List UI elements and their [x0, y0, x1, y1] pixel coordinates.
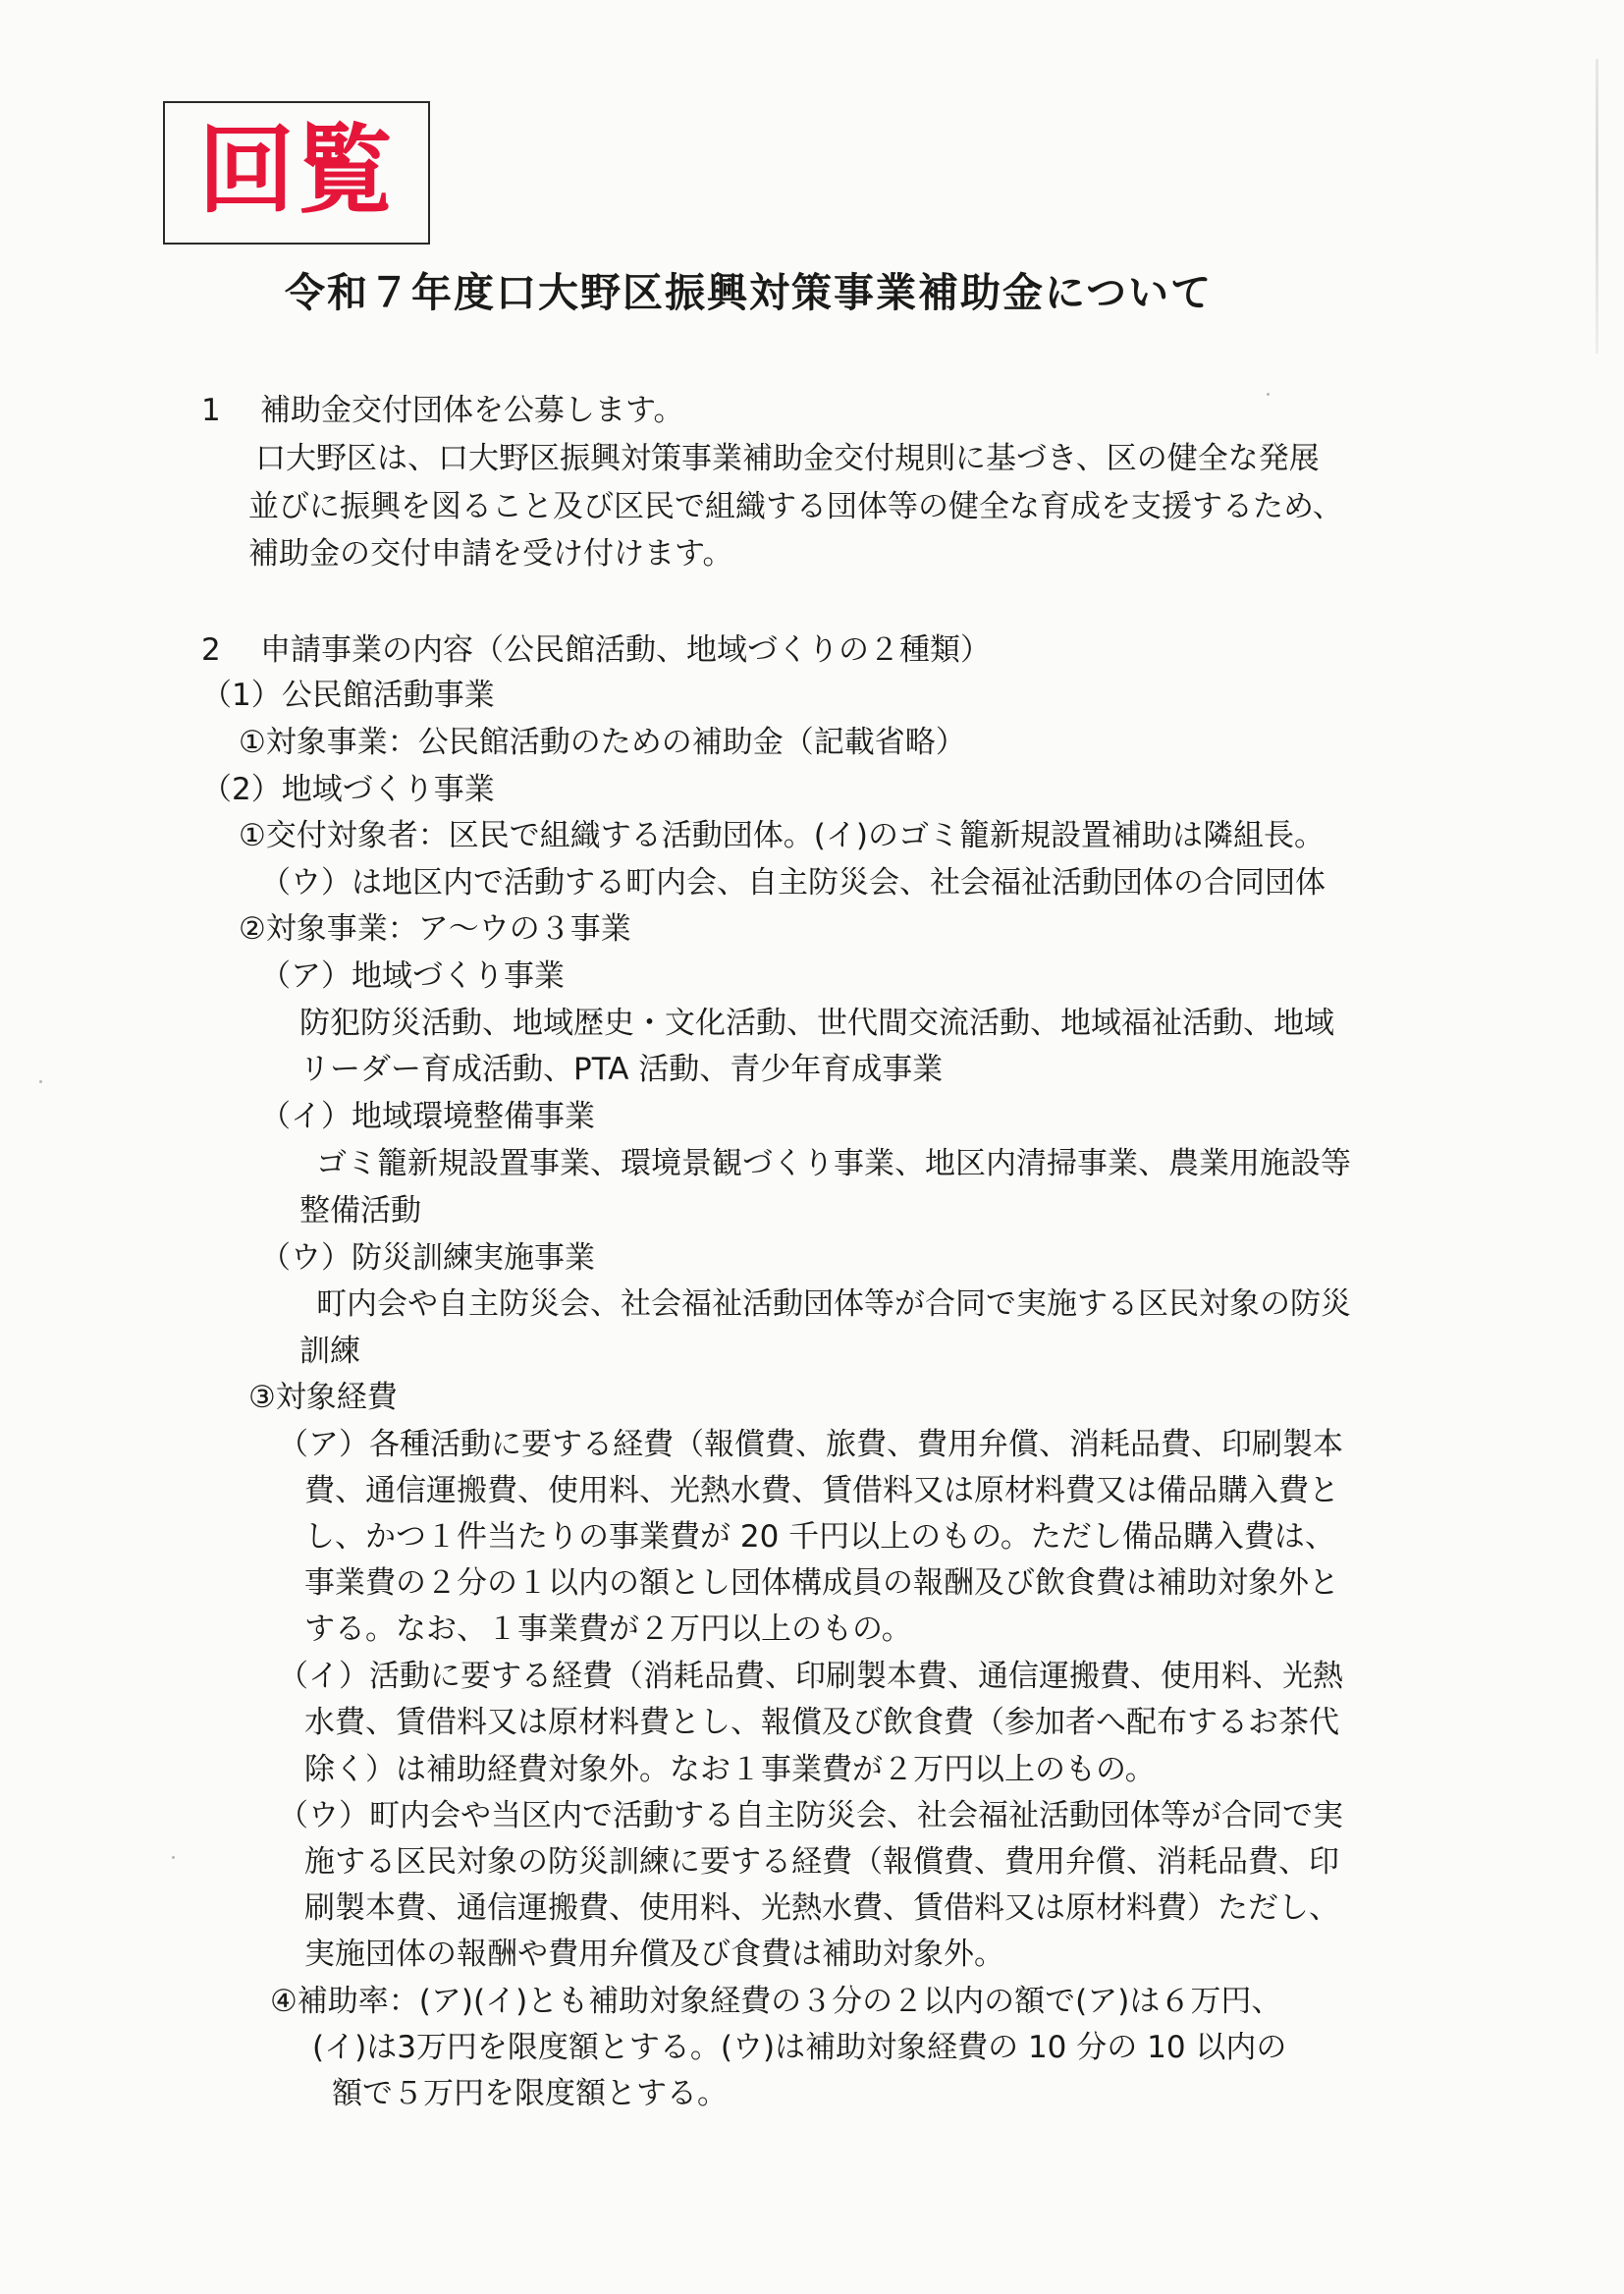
- expense-line: 事業費の２分の１以内の額とし団体構成員の報酬及び飲食費は補助対象外と: [304, 1565, 1339, 1601]
- circulation-stamp: [163, 101, 430, 245]
- list-item: ②対象事業：ア～ウの３事業: [239, 911, 631, 947]
- subsection-heading: （1）公民館活動事業: [201, 678, 495, 713]
- expense-line: 実施団体の報酬や費用弁償及び食費は補助対象外。: [304, 1937, 1004, 1972]
- project-heading: （イ）地域環境整備事業: [260, 1099, 595, 1134]
- paragraph-line: 並びに振興を図ること及び区民で組織する団体等の健全な育成を支援するため、: [248, 489, 1343, 524]
- section-number: 1: [201, 393, 221, 428]
- list-item: ③対象経費: [248, 1380, 398, 1415]
- expense-line: 費、通信運搬費、使用料、光熱水費、賃借料又は原材料費又は備品購入費と: [304, 1473, 1339, 1508]
- section-title: 申請事業の内容（公民館活動、地域づくりの２種類）: [260, 632, 991, 668]
- project-description: 町内会や自主防災会、社会福祉活動団体等が合同で実施する区民対象の防災: [316, 1286, 1351, 1322]
- expense-line: （ウ）町内会や当区内で活動する自主防災会、社会福祉活動団体等が合同で実: [278, 1798, 1343, 1833]
- scan-dot: [1267, 393, 1270, 396]
- document-title: 令和７年度口大野区振興対策事業補助金について: [285, 269, 1214, 316]
- paragraph-line: 補助金の交付申請を受け付けます。: [248, 536, 733, 572]
- project-description: 防犯防災活動、地域歴史・文化活動、世代間交流活動、地域福祉活動、地域: [299, 1006, 1334, 1041]
- expense-line: 水費、賃借料又は原材料費とし、報償及び飲食費（参加者へ配布するお茶代: [304, 1705, 1339, 1740]
- list-item: ①対象事業：公民館活動のための補助金（記載省略）: [239, 725, 966, 760]
- expense-line: 除く）は補助経費対象外。なお１事業費が２万円以上のもの。: [304, 1752, 1156, 1787]
- scan-dot: [39, 1080, 42, 1083]
- section-1-heading: [201, 389, 684, 432]
- expense-line: 施する区民対象の防災訓練に要する経費（報償費、費用弁償、消耗品費、印: [304, 1844, 1339, 1880]
- project-description: リーダー育成活動、PTA 活動、青少年育成事業: [299, 1052, 944, 1087]
- project-heading: （ウ）防災訓練実施事業: [260, 1240, 595, 1276]
- expense-line: （ア）各種活動に要する経費（報償費、旅費、費用弁償、消耗品費、印刷製本: [278, 1427, 1343, 1462]
- expense-line: 刷製本費、通信運搬費、使用料、光熱水費、賃借料又は原材料費）ただし、: [304, 1890, 1339, 1926]
- section-number: 2: [201, 632, 221, 668]
- scan-edge-artifact: [1596, 59, 1598, 354]
- scan-dot: [172, 1856, 175, 1859]
- project-description: ゴミ籠新規設置事業、環境景観づくり事業、地区内清掃事業、農業用施設等: [316, 1146, 1351, 1181]
- project-heading: （ア）地域づくり事業: [260, 958, 565, 994]
- expense-line: し、かつ１件当たりの事業費が 20 千円以上のもの。ただし備品購入費は、: [304, 1519, 1335, 1555]
- subsidy-rate-line: ④補助率：(ア)(イ)とも補助対象経費の３分の２以内の額で(ア)は６万円、: [270, 1984, 1282, 2019]
- project-description: 訓練: [299, 1334, 360, 1369]
- expense-line: する。なお、１事業費が２万円以上のもの。: [304, 1611, 912, 1647]
- list-item: ①交付対象者：区民で組織する活動団体。(イ)のゴミ籠新規設置補助は隣組長。: [239, 818, 1325, 853]
- paragraph-line: 口大野区は、口大野区振興対策事業補助金交付規則に基づき、区の健全な発展: [255, 441, 1320, 476]
- subsidy-rate-line: (イ)は3万円を限度額とする。(ウ)は補助対象経費の 10 分の 10 以内の: [312, 2030, 1287, 2065]
- list-item-continuation: （ウ）は地区内で活動する町内会、自主防災会、社会福祉活動団体の合同団体: [260, 865, 1326, 901]
- section-2-heading: [201, 628, 991, 672]
- stamp-label: 回覧: [198, 115, 396, 227]
- subsidy-rate-line: 額で５万円を限度額とする。: [332, 2076, 728, 2111]
- project-description: 整備活動: [299, 1193, 421, 1229]
- expense-line: （イ）活動に要する経費（消耗品費、印刷製本費、通信運搬費、使用料、光熱: [278, 1659, 1343, 1694]
- subsection-heading: （2）地域づくり事業: [201, 772, 495, 807]
- section-title: 補助金交付団体を公募します。: [260, 393, 684, 428]
